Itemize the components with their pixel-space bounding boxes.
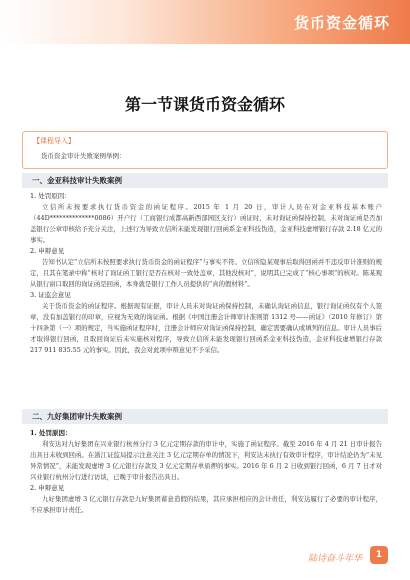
section1-s2-head: 2. 申辩意见: [30, 247, 65, 255]
page-number: 1: [370, 546, 388, 564]
section2-body: [30, 428, 382, 516]
header-banner: [0, 0, 410, 44]
footer-slogan: 陆诗奋斗年华: [307, 554, 362, 564]
section2-s2-para: 九好集团虚增 3 亿元银行存款是九好集团蓄意造假的结果，其应承担相应的会计责任，利安达履行了必要的审计程序，不应承担审计责任。: [30, 495, 382, 514]
section2-s1-head: 1. 处罚原因：: [30, 429, 72, 437]
section2-s1-para: 利安达对九好集团在兴业银行杭州分行 3 亿元定期存款的审计中，实施了函证程序。截至 2016 年 4 月 21 日审计报告出具日未收到回函。在浙江证监局提示注意关注 3 亿元定期存单的情况下，利安达未执行有效审计程序，审计结论仍为“未见异常情况”，未能发现虚增 3 亿元银行存款及 3 亿元定期存单质押的事实。2016 年 6 月 2 日收到银行回函，6 月 7 日才对兴业银行杭州分行进行访谈，已晚于审计报告出具日。: [30, 440, 382, 481]
section1-s1-para: 立信所未按要求执行货币资金的函证程序。2015 年 1 月 20 日，审计人员在对金亚科技基本账户（44D**************0086）开户行（工商银行成都高新西部园区支行）函证时，未对询证函保持控制，未对询证函是否加盖银行公章审核给予充分关注，上述行为导致立信所未能发现银行回函系金亚科技伪造，金亚科技虚增银行存款 2.18 亿元的事实。: [30, 203, 382, 244]
page-title: 第一节课货币资金循环: [124, 95, 285, 114]
intro-label: 【课程导入】: [33, 137, 75, 145]
section1-s1-head: 1. 处罚原因：: [30, 192, 71, 200]
intro-text: 货币资金审计失败案例举例：: [41, 152, 126, 160]
course-intro-box: [22, 131, 388, 169]
section-header-jiuhao: 二、九好集团审计失败案例: [22, 409, 388, 424]
section1-body: [30, 191, 382, 356]
section1-s3-head: 3. 证监会意见: [30, 291, 71, 299]
section1-s3-para: 关于货币资金的函证程序。根据现有证据，审计人员未对询证函保持控制，未确认询证函信息，银行询证函仅有个人签章，没有加盖银行的印章，应视为无效的询证函。根据《中国注册会计师审计准则第 1312 号——函证》（2010 年修订）第十四条第（一）项的规定，当实施函证程序时，注册会计师应对询证函保持控制，确定需要确认或填列的信息。审计人员事后才取得银行回函，且取回询证后未实施核对程序，导致立信所未能发现银行回函系金亚科技伪造，金亚科技虚增银行存款 217 911 835.55 元的事实。因此，我会对此项申辩意见不予采信。: [30, 302, 382, 354]
banner-title: 货币资金循环: [293, 14, 390, 32]
section-header-jinya: 一、金亚科技审计失败案例: [22, 173, 388, 188]
section1-s2-para: 告知书认定“立信所未按照要求执行货币资金的函证程序”与事实不符。立信所隐某观事后取得回函并不违反审计准则的规定，且其在笔录中称“核对了询证函工银行是否在核对一致处盖章，其他没核对”，说明其已完成了“核心事项”的核对。陈某观从银行窗口取回的询证函是回函，本身就是银行工作人员提供的“真的假材料”。: [30, 258, 382, 288]
section2-s2-head: 2. 申辩意见: [30, 484, 65, 492]
